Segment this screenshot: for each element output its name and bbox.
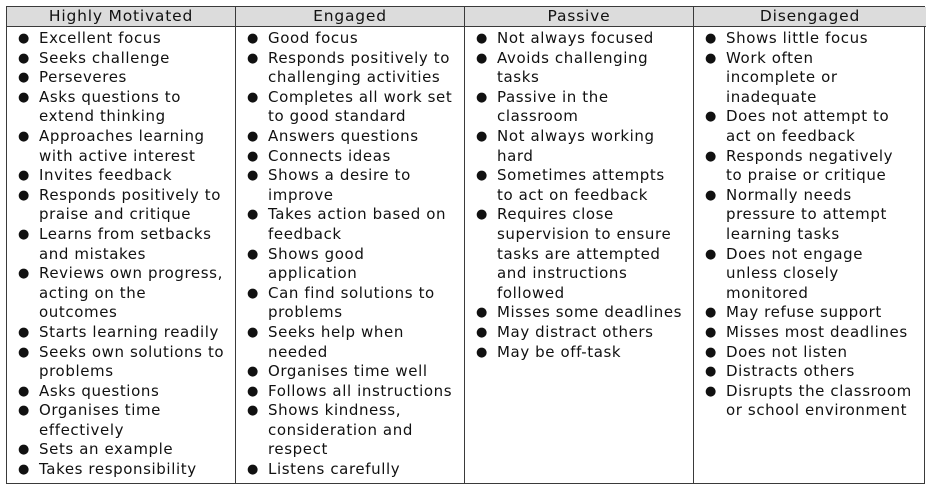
column-highly-motivated <box>7 27 236 483</box>
list-item-text: Shows little focus <box>726 29 869 47</box>
list-item <box>7 264 235 323</box>
bullet-icon: ● <box>18 383 30 399</box>
bullet-icon: ● <box>476 168 488 184</box>
bullet-icon: ● <box>705 31 717 46</box>
list-item <box>7 88 235 127</box>
bullet-icon: ● <box>476 89 488 105</box>
list-item-text: Shows good application <box>268 244 365 283</box>
bullet-icon: ● <box>247 462 259 478</box>
bullet-icon: ● <box>247 403 259 419</box>
bullet-icon: ● <box>476 128 488 144</box>
list-item <box>694 323 926 343</box>
bullet-icon: ● <box>476 207 488 223</box>
list-item-text: Misses most deadlines <box>726 322 908 341</box>
list-item-text: Sets an example <box>39 440 174 459</box>
list-item <box>465 323 693 343</box>
list-item-text: Avoids challenging tasks <box>497 48 649 87</box>
list-item-text: Good focus <box>268 29 359 47</box>
bullet-list <box>236 29 464 480</box>
list-item <box>694 147 926 186</box>
list-item-text: Organises time effectively <box>39 401 162 439</box>
bullet-icon: ● <box>247 168 259 184</box>
list-item <box>236 147 464 167</box>
list-item <box>236 88 464 127</box>
list-item <box>694 107 926 146</box>
list-item <box>7 343 235 382</box>
bullet-icon: ● <box>18 70 30 86</box>
list-item-text: Seeks challenge <box>39 48 171 67</box>
list-item-text: Responds positively to challenging activities <box>268 48 451 87</box>
list-item-text: Sometimes attempts to act on feedback <box>497 166 665 204</box>
bullet-icon: ● <box>705 305 717 321</box>
motivation-table <box>6 6 925 484</box>
list-item <box>236 29 464 49</box>
bullet-icon: ● <box>476 31 488 46</box>
list-item <box>694 186 926 245</box>
list-item <box>236 460 464 480</box>
list-item-text: Takes responsibility <box>39 460 197 479</box>
bullet-icon: ● <box>247 89 259 105</box>
bullet-icon: ● <box>18 128 30 144</box>
column-disengaged <box>694 27 926 483</box>
list-item <box>236 127 464 147</box>
list-item-text: Requires close supervision to ensure tasks are attempted and instructions followed <box>497 205 672 302</box>
list-item-text: Responds negatively to praise or critique <box>726 146 894 185</box>
list-item <box>694 303 926 323</box>
column-passive <box>465 27 694 483</box>
list-item <box>236 284 464 323</box>
list-item-text: Does not listen <box>726 342 848 361</box>
list-item-text: Starts learning readily <box>39 322 219 341</box>
bullet-icon: ● <box>476 50 488 66</box>
list-item <box>694 382 926 421</box>
list-item <box>7 460 235 480</box>
list-item <box>465 127 693 166</box>
bullet-icon: ● <box>247 128 259 144</box>
list-item-text: Work often incomplete or inadequate <box>726 48 838 106</box>
bullet-icon: ● <box>247 31 259 46</box>
list-item-text: Follows all instructions <box>268 381 453 400</box>
column-engaged <box>236 27 465 483</box>
bullet-icon: ● <box>18 324 30 340</box>
list-item-text: Reviews own progress, acting on the outcomes <box>39 264 223 322</box>
list-item <box>694 245 926 304</box>
bullet-icon: ● <box>705 246 717 262</box>
bullet-icon: ● <box>18 50 30 66</box>
list-item-text: Invites feedback <box>39 166 173 185</box>
list-item <box>7 440 235 460</box>
bullet-icon: ● <box>18 31 30 46</box>
bullet-icon: ● <box>247 364 259 380</box>
list-item <box>236 382 464 402</box>
list-item-text: Perseveres <box>39 68 127 87</box>
bullet-icon: ● <box>476 324 488 340</box>
list-item <box>465 343 693 363</box>
list-item-text: Does not engage unless closely monitored <box>726 244 864 302</box>
list-item-text: Seeks own solutions to problems <box>39 342 225 381</box>
list-item-text: Misses some deadlines <box>497 303 683 322</box>
list-item <box>7 29 235 49</box>
bullet-icon: ● <box>247 148 259 164</box>
bullet-icon: ● <box>476 344 488 360</box>
list-item-text: May be off-task <box>497 342 622 361</box>
bullet-icon: ● <box>18 344 30 360</box>
list-item-text: Connects ideas <box>268 146 391 165</box>
list-item-text: May refuse support <box>726 303 882 322</box>
list-item-text: Not always working hard <box>497 126 655 165</box>
list-item <box>465 166 693 205</box>
list-item <box>465 303 693 323</box>
list-item-text: Can find solutions to problems <box>268 283 435 322</box>
list-item-text: Excellent focus <box>39 29 162 47</box>
bullet-icon: ● <box>247 50 259 66</box>
list-item <box>7 323 235 343</box>
bullet-icon: ● <box>247 324 259 340</box>
list-item <box>236 205 464 244</box>
bullet-icon: ● <box>247 207 259 223</box>
list-item-text: Organises time well <box>268 362 428 381</box>
bullet-list <box>7 29 235 480</box>
list-item <box>7 382 235 402</box>
bullet-list <box>465 29 693 362</box>
list-item <box>7 49 235 69</box>
bullet-icon: ● <box>705 187 717 203</box>
list-item <box>236 49 464 88</box>
bullet-icon: ● <box>18 403 30 419</box>
list-item <box>7 68 235 88</box>
list-item <box>465 88 693 127</box>
list-item-text: Distracts others <box>726 362 855 381</box>
list-item <box>465 29 693 49</box>
bullet-list <box>694 29 926 421</box>
list-item-text: Shows a desire to improve <box>268 166 411 204</box>
list-item-text: Does not attempt to act on feedback <box>726 107 890 145</box>
list-item-text: Learns from setbacks and mistakes <box>39 224 212 263</box>
bullet-icon: ● <box>705 324 717 340</box>
list-item-text: Passive in the classroom <box>497 87 609 126</box>
list-item-text: Seeks help when needed <box>268 322 404 361</box>
list-item-text: Normally needs pressure to attempt learning tasks <box>726 185 887 243</box>
column-header-disengaged: Disengaged <box>694 7 926 27</box>
column-header-highly-motivated: Highly Motivated <box>7 7 236 27</box>
list-item <box>694 343 926 363</box>
list-item <box>694 362 926 382</box>
bullet-icon: ● <box>18 187 30 203</box>
bullet-icon: ● <box>18 266 30 282</box>
bullet-icon: ● <box>705 109 717 125</box>
list-item <box>236 401 464 460</box>
list-item-text: Not always focused <box>497 29 654 47</box>
list-item-text: Approaches learning with active interest <box>39 126 205 165</box>
column-header-passive: Passive <box>465 7 694 27</box>
list-item-text: May distract others <box>497 322 654 341</box>
list-item <box>465 49 693 88</box>
list-item <box>465 205 693 303</box>
list-item-text: Shows kindness, consideration and respect <box>268 401 413 459</box>
list-item-text: Asks questions <box>39 381 160 400</box>
bullet-icon: ● <box>247 383 259 399</box>
list-item <box>236 245 464 284</box>
bullet-icon: ● <box>705 344 717 360</box>
bullet-icon: ● <box>18 442 30 458</box>
list-item-text: Takes action based on feedback <box>268 205 447 243</box>
list-item <box>694 49 926 108</box>
bullet-icon: ● <box>705 364 717 380</box>
bullet-icon: ● <box>18 168 30 184</box>
bullet-icon: ● <box>705 148 717 164</box>
list-item-text: Answers questions <box>268 126 419 145</box>
column-header-engaged: Engaged <box>236 7 465 27</box>
list-item-text: Asks questions to extend thinking <box>39 87 181 126</box>
list-item <box>7 186 235 225</box>
list-item-text: Completes all work set to good standard <box>268 87 453 126</box>
list-item <box>694 29 926 49</box>
list-item <box>7 127 235 166</box>
list-item-text: Disrupts the classroom or school environment <box>726 381 912 420</box>
bullet-icon: ● <box>247 246 259 262</box>
list-item <box>7 225 235 264</box>
list-item <box>7 401 235 440</box>
bullet-icon: ● <box>247 285 259 301</box>
list-item-text: Listens carefully <box>268 460 401 479</box>
bullet-icon: ● <box>476 305 488 321</box>
list-item <box>236 166 464 205</box>
list-item <box>236 362 464 382</box>
list-item <box>236 323 464 362</box>
bullet-icon: ● <box>705 383 717 399</box>
list-item <box>7 166 235 186</box>
list-item-text: Responds positively to praise and critique <box>39 185 222 224</box>
bullet-icon: ● <box>18 462 30 478</box>
bullet-icon: ● <box>18 226 30 242</box>
bullet-icon: ● <box>705 50 717 66</box>
bullet-icon: ● <box>18 89 30 105</box>
